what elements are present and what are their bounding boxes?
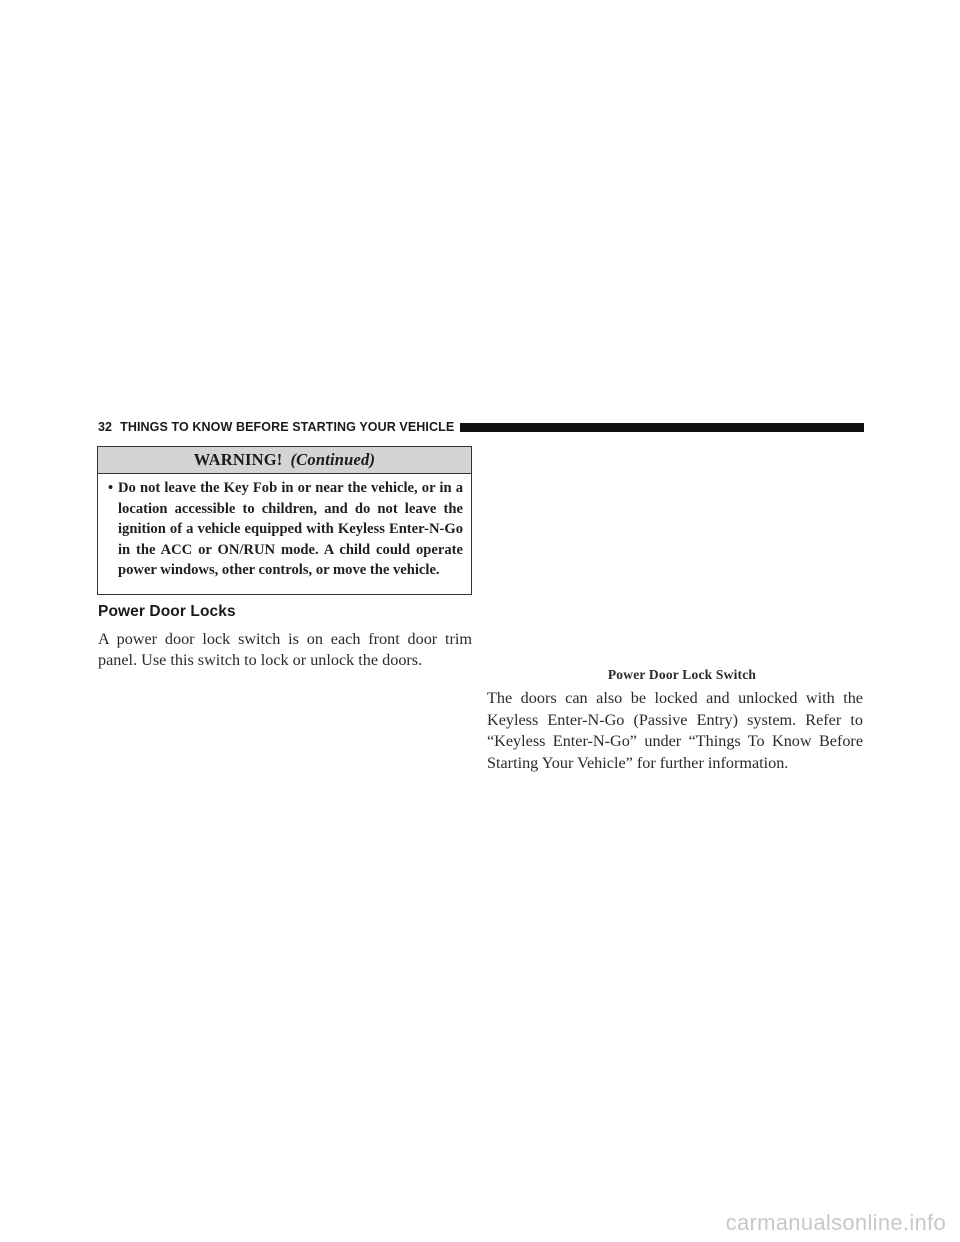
bullet-icon: • (108, 480, 114, 496)
running-header (98, 418, 864, 436)
figure-image (487, 446, 863, 664)
figure-caption: Power Door Lock Switch (607, 667, 757, 682)
header-text (98, 420, 454, 434)
warning-item-text: Do not leave the Key Fob in or near the vehicle, or in a location accessible to children, and do not leave the ignition of a vehicle equipped with Keyless Enter-N-Go in the ACC or ON/RUN mode. A child could operate power windows, other controls, or move the vehicle. (118, 480, 463, 579)
warning-body (98, 474, 471, 581)
body-paragraph-left: A power door lock switch is on each front door trim panel. Use this switch to lock or unlock the doors. (98, 630, 472, 669)
warning-title: WARNING! (193, 450, 283, 469)
page-number: 32 (98, 420, 113, 434)
warning-title-bar (98, 447, 471, 474)
watermark: carmanualsonline.info (725, 1210, 946, 1235)
warning-item (108, 478, 463, 581)
body-paragraph-right: The doors can also be locked and unlocked with the Keyless Enter-N-Go (Passive Entry) system. Refer to “Keyless Enter-N-Go” under “Things To Know Before Starting Your Vehicle” for further information. (487, 689, 863, 772)
header-rule (460, 423, 864, 432)
running-title: THINGS TO KNOW BEFORE STARTING YOUR VEHICLE (120, 420, 455, 434)
section-heading: Power Door Locks (98, 603, 236, 620)
warning-box (97, 446, 472, 595)
warning-continued: (Continued) (290, 450, 376, 469)
